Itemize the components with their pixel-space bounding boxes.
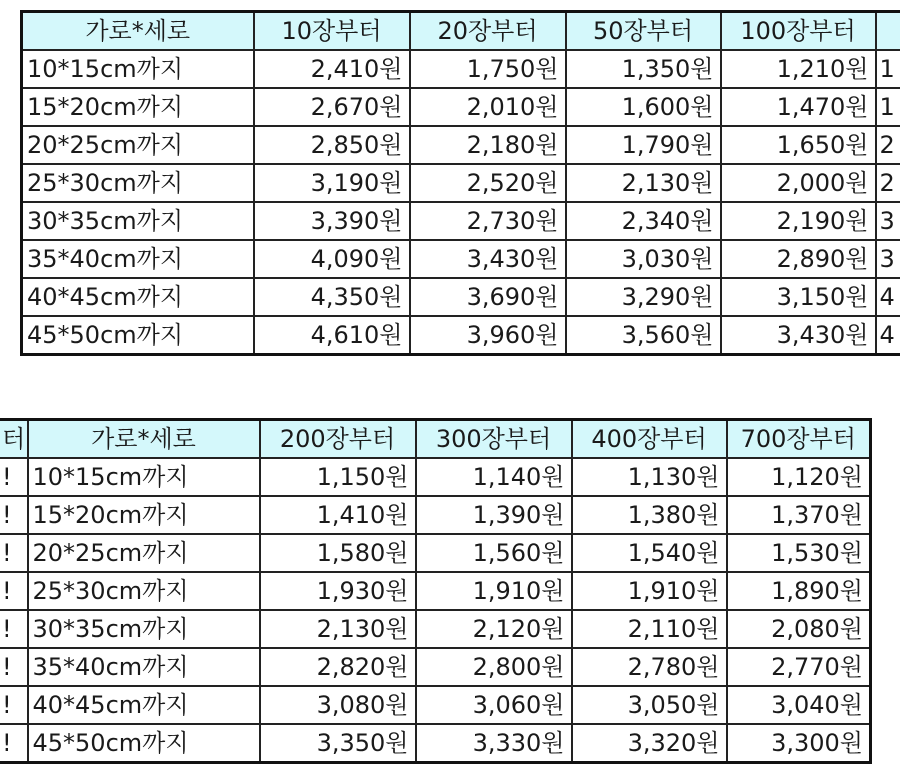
header-qty-10: 10장부터 <box>254 12 410 51</box>
price-cell: 2,130원 <box>260 610 416 648</box>
price-cell: 2,340원 <box>566 202 721 240</box>
price-cell: 1,130원 <box>572 458 727 496</box>
price-cell: 1,410원 <box>260 496 416 534</box>
price-cell: 1,370원 <box>727 496 871 534</box>
price-cell: 1,350원 <box>566 50 721 88</box>
price-cell: 2,780원 <box>572 648 727 686</box>
clipped-cell: 4 <box>876 278 900 316</box>
header-clipped: 터 <box>0 420 28 459</box>
price-cell: 4,350원 <box>254 278 410 316</box>
header-qty-200: 200장부터 <box>260 420 416 459</box>
price-cell: 3,330원 <box>416 724 572 763</box>
price-cell: 1,150원 <box>260 458 416 496</box>
price-cell: 1,750원 <box>410 50 566 88</box>
price-cell: 2,010원 <box>410 88 566 126</box>
clipped-cell: ! <box>0 648 28 686</box>
price-cell: 2,890원 <box>721 240 876 278</box>
clipped-cell: 2 <box>876 126 900 164</box>
price-cell: 1,910원 <box>572 572 727 610</box>
price-cell: 2,800원 <box>416 648 572 686</box>
price-cell: 2,180원 <box>410 126 566 164</box>
price-cell: 3,960원 <box>410 316 566 355</box>
size-cell: 15*20cm까지 <box>22 88 254 126</box>
table-row <box>0 534 871 572</box>
size-cell: 25*30cm까지 <box>22 164 254 202</box>
price-cell: 1,470원 <box>721 88 876 126</box>
table-header-row <box>0 420 871 459</box>
clipped-cell: 3 <box>876 202 900 240</box>
clipped-cell: ! <box>0 534 28 572</box>
price-cell: 3,080원 <box>260 686 416 724</box>
header-qty-400: 400장부터 <box>572 420 727 459</box>
table-row <box>0 458 871 496</box>
price-cell: 3,050원 <box>572 686 727 724</box>
price-cell: 2,110원 <box>572 610 727 648</box>
header-size: 가로*세로 <box>28 420 260 459</box>
price-cell: 1,390원 <box>416 496 572 534</box>
table-row <box>22 202 900 240</box>
table-row <box>22 88 900 126</box>
size-cell: 40*45cm까지 <box>28 686 260 724</box>
table-header-row <box>22 12 900 51</box>
table-row <box>22 164 900 202</box>
price-cell: 3,320원 <box>572 724 727 763</box>
clipped-cell: ! <box>0 686 28 724</box>
size-cell: 40*45cm까지 <box>22 278 254 316</box>
clipped-cell: ! <box>0 724 28 763</box>
size-cell: 10*15cm까지 <box>22 50 254 88</box>
price-cell: 3,350원 <box>260 724 416 763</box>
price-cell: 2,410원 <box>254 50 410 88</box>
price-cell: 2,080원 <box>727 610 871 648</box>
size-cell: 15*20cm까지 <box>28 496 260 534</box>
price-cell: 1,140원 <box>416 458 572 496</box>
price-cell: 2,520원 <box>410 164 566 202</box>
clipped-cell: 2 <box>876 164 900 202</box>
price-cell: 2,120원 <box>416 610 572 648</box>
size-cell: 45*50cm까지 <box>28 724 260 763</box>
clipped-cell: 4 <box>876 316 900 355</box>
price-cell: 2,000원 <box>721 164 876 202</box>
table-row <box>0 724 871 763</box>
price-cell: 1,120원 <box>727 458 871 496</box>
price-cell: 3,300원 <box>727 724 871 763</box>
table-row <box>0 610 871 648</box>
header-qty-50: 50장부터 <box>566 12 721 51</box>
price-cell: 2,670원 <box>254 88 410 126</box>
size-cell: 25*30cm까지 <box>28 572 260 610</box>
price-cell: 2,770원 <box>727 648 871 686</box>
table-row <box>22 316 900 355</box>
price-cell: 1,380원 <box>572 496 727 534</box>
price-cell: 1,650원 <box>721 126 876 164</box>
clipped-cell: ! <box>0 496 28 534</box>
size-cell: 30*35cm까지 <box>22 202 254 240</box>
price-cell: 2,130원 <box>566 164 721 202</box>
table-row <box>0 572 871 610</box>
price-cell: 1,210원 <box>721 50 876 88</box>
size-cell: 20*25cm까지 <box>28 534 260 572</box>
header-clipped <box>876 12 900 51</box>
size-cell: 35*40cm까지 <box>28 648 260 686</box>
size-cell: 20*25cm까지 <box>22 126 254 164</box>
table-row <box>0 496 871 534</box>
price-cell: 2,730원 <box>410 202 566 240</box>
header-qty-700: 700장부터 <box>727 420 871 459</box>
price-table-top <box>20 10 900 356</box>
clipped-cell: ! <box>0 458 28 496</box>
header-qty-300: 300장부터 <box>416 420 572 459</box>
table-row <box>0 648 871 686</box>
size-cell: 35*40cm까지 <box>22 240 254 278</box>
price-cell: 1,930원 <box>260 572 416 610</box>
price-cell: 1,790원 <box>566 126 721 164</box>
header-size: 가로*세로 <box>22 12 254 51</box>
table-row <box>22 278 900 316</box>
price-cell: 1,890원 <box>727 572 871 610</box>
price-table-bottom <box>0 418 872 764</box>
clipped-cell: ! <box>0 572 28 610</box>
price-cell: 3,560원 <box>566 316 721 355</box>
price-cell: 1,910원 <box>416 572 572 610</box>
price-cell: 4,610원 <box>254 316 410 355</box>
price-cell: 3,190원 <box>254 164 410 202</box>
price-cell: 4,090원 <box>254 240 410 278</box>
header-qty-20: 20장부터 <box>410 12 566 51</box>
price-cell: 2,820원 <box>260 648 416 686</box>
price-cell: 1,560원 <box>416 534 572 572</box>
size-cell: 45*50cm까지 <box>22 316 254 355</box>
price-cell: 3,430원 <box>410 240 566 278</box>
clipped-cell: 1 <box>876 50 900 88</box>
price-cell: 3,150원 <box>721 278 876 316</box>
table-row <box>22 126 900 164</box>
clipped-cell: 3 <box>876 240 900 278</box>
clipped-cell: ! <box>0 610 28 648</box>
header-qty-100: 100장부터 <box>721 12 876 51</box>
price-cell: 3,030원 <box>566 240 721 278</box>
price-cell: 3,690원 <box>410 278 566 316</box>
clipped-cell: 1 <box>876 88 900 126</box>
price-cell: 3,060원 <box>416 686 572 724</box>
price-cell: 1,530원 <box>727 534 871 572</box>
table-row <box>22 240 900 278</box>
table-row <box>22 50 900 88</box>
price-cell: 1,540원 <box>572 534 727 572</box>
size-cell: 10*15cm까지 <box>28 458 260 496</box>
size-cell: 30*35cm까지 <box>28 610 260 648</box>
price-cell: 1,580원 <box>260 534 416 572</box>
price-cell: 3,430원 <box>721 316 876 355</box>
price-cell: 3,040원 <box>727 686 871 724</box>
price-cell: 2,850원 <box>254 126 410 164</box>
price-cell: 3,290원 <box>566 278 721 316</box>
price-cell: 3,390원 <box>254 202 410 240</box>
table-row <box>0 686 871 724</box>
price-cell: 1,600원 <box>566 88 721 126</box>
price-cell: 2,190원 <box>721 202 876 240</box>
